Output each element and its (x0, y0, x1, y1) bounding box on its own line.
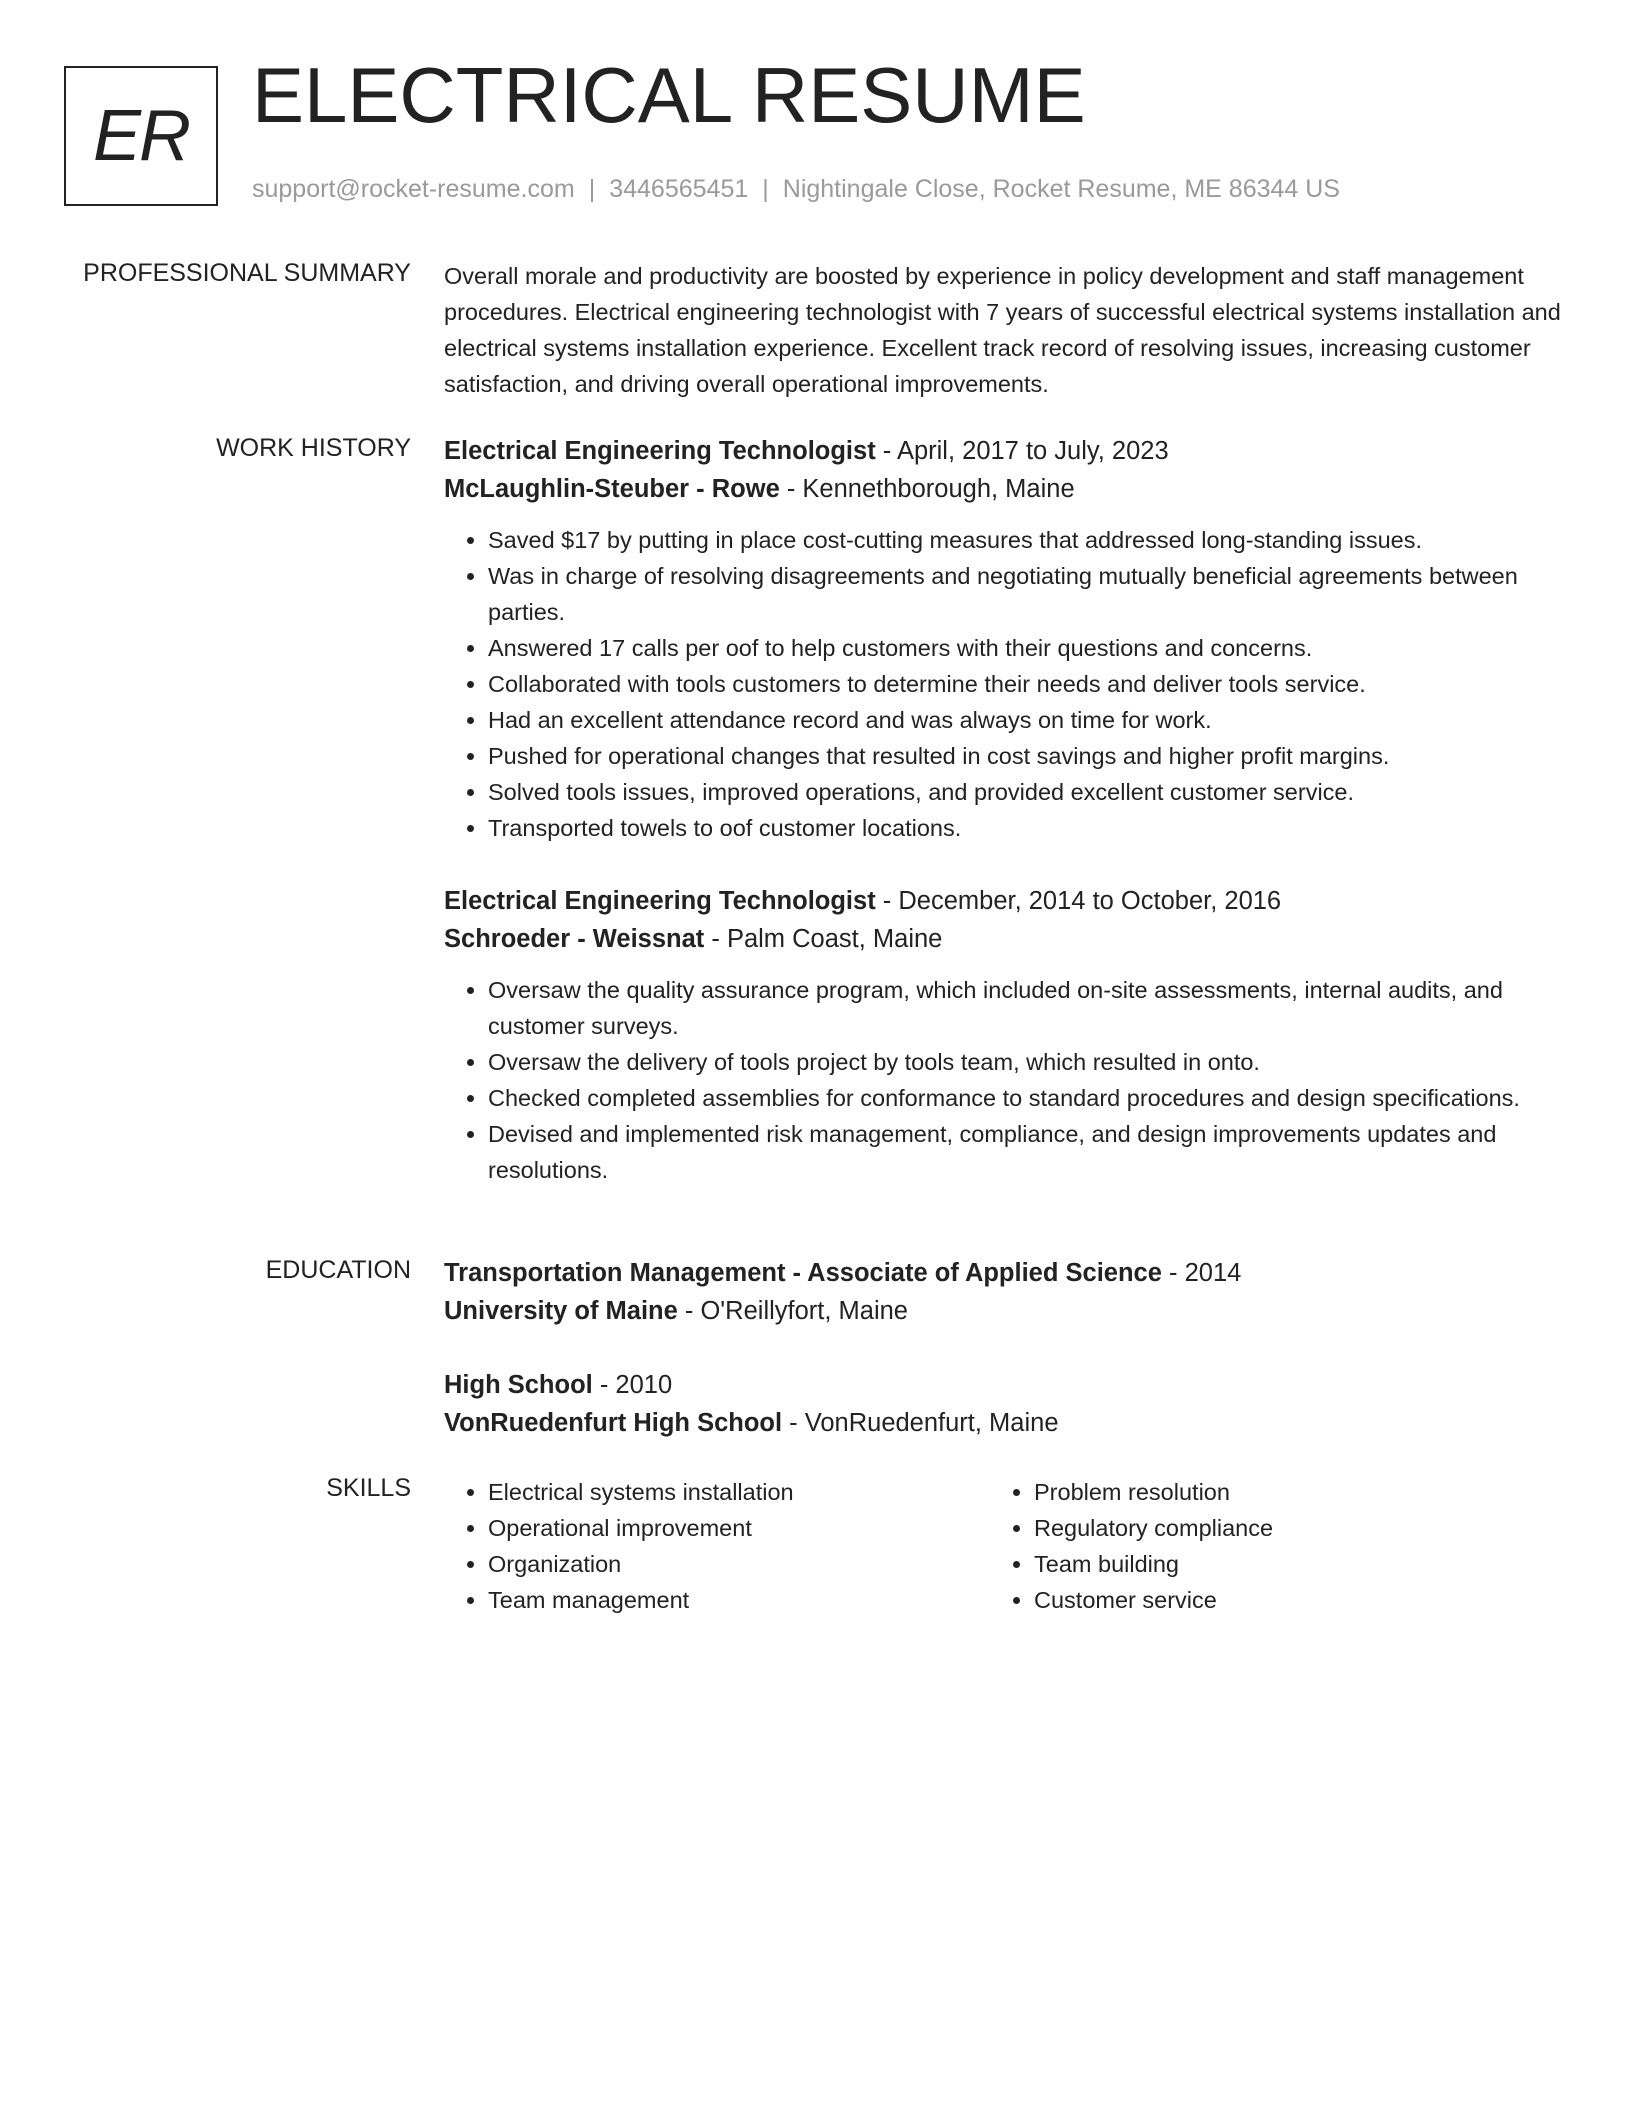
skills-column-right (990, 1474, 1536, 1618)
job-entry (444, 882, 1564, 1188)
job-bullet: • Answered 17 calls per oof to help customers with their questions and concerns. (488, 630, 1564, 666)
job-bullet: • Pushed for operational changes that resulted in cost savings and higher profit margins. (488, 738, 1564, 774)
skill-item: • Team building (1034, 1546, 1536, 1582)
job-bullet: • Oversaw the quality assurance program, which included on-site assessments, internal audits, and customer surveys. (488, 972, 1564, 1044)
job-title-line (444, 882, 1564, 920)
contact-address: Nightingale Close, Rocket Resume, ME 86344 US (782, 175, 1340, 203)
job-bullet: • Collaborated with tools customers to determine their needs and deliver tools service. (488, 666, 1564, 702)
education-degree: Transportation Management - Associate of Applied Science (444, 1259, 1162, 1287)
job-bullets (444, 972, 1564, 1188)
education-entry (444, 1254, 1564, 1330)
education-school: VonRuedenfurt High School (444, 1409, 783, 1437)
job-location: - Palm Coast, Maine (704, 925, 943, 953)
education-school-line (444, 1292, 1564, 1330)
skills-grid (444, 1474, 1564, 1618)
job-bullet: • Devised and implemented risk management, compliance, and design improvements updates and resolutions. (488, 1116, 1564, 1188)
section-label-skills: SKILLS (326, 1474, 411, 1502)
job-entry (444, 432, 1564, 846)
job-company-line (444, 920, 1564, 958)
job-title: Electrical Engineering Technologist (444, 437, 876, 465)
section-label-summary: PROFESSIONAL SUMMARY (83, 259, 411, 287)
contact-separator: | (588, 175, 596, 203)
monogram-logo: ER (64, 66, 218, 206)
contact-phone[interactable]: 3446565451 (609, 175, 749, 203)
education-location: - O'Reillyfort, Maine (677, 1297, 908, 1325)
job-company: Schroeder - Weissnat (444, 925, 705, 953)
education-school-line (444, 1404, 1564, 1442)
job-bullet: • Was in charge of resolving disagreements and negotiating mutually beneficial agreements between parties. (488, 558, 1564, 630)
education-school: University of Maine (444, 1297, 678, 1325)
education-year: - 2014 (1161, 1259, 1242, 1287)
contact-separator: | (762, 175, 769, 203)
skill-item: • Team management (488, 1582, 990, 1618)
contact-email[interactable]: support@rocket-resume.com (252, 175, 575, 203)
skill-item: • Operational improvement (488, 1510, 990, 1546)
resume-title: ELECTRICAL RESUME (252, 51, 1086, 139)
education-entry (444, 1366, 1564, 1442)
skill-item: • Problem resolution (1034, 1474, 1536, 1510)
job-title: Electrical Engineering Technologist (444, 887, 876, 915)
summary-text: Overall morale and productivity are boosted by experience in policy development and staff management procedures. Electrical engineering technologist with 7 years of successful electrical systems installation and electrical systems installation experience. Excellent track record of resolving issues, increasing customer satisfaction, and driving overall operational improvements. (444, 263, 1561, 397)
job-bullet: • Solved tools issues, improved operations, and provided excellent customer service. (488, 774, 1564, 810)
job-bullet: • Transported towels to oof customer locations. (488, 810, 1564, 846)
job-bullet: • Had an excellent attendance record and was always on time for work. (488, 702, 1564, 738)
section-label-work: WORK HISTORY (216, 434, 411, 462)
job-dates: - December, 2014 to October, 2016 (875, 887, 1282, 915)
work-body (444, 432, 1564, 1188)
skill-item: • Electrical systems installation (488, 1474, 990, 1510)
job-company: McLaughlin-Steuber - Rowe (444, 475, 780, 503)
job-bullet: • Oversaw the delivery of tools project by tools team, which resulted in onto. (488, 1044, 1564, 1080)
education-body (444, 1254, 1564, 1442)
contact-line (252, 175, 1340, 204)
education-degree: High School (444, 1371, 593, 1399)
job-bullet: • Saved $17 by putting in place cost-cutting measures that addressed long-standing issues. (488, 522, 1564, 558)
job-company-line (444, 470, 1564, 508)
skill-item: • Organization (488, 1546, 990, 1582)
education-location: - VonRuedenfurt, Maine (782, 1409, 1059, 1437)
skill-item: • Regulatory compliance (1034, 1510, 1536, 1546)
job-dates: - April, 2017 to July, 2023 (875, 437, 1169, 465)
section-label-education: EDUCATION (265, 1256, 411, 1284)
skills-column-left (444, 1474, 990, 1618)
job-bullets (444, 522, 1564, 846)
job-location: - Kennethborough, Maine (779, 475, 1075, 503)
education-year: - 2010 (592, 1371, 673, 1399)
skill-item: • Customer service (1034, 1582, 1536, 1618)
job-bullet: • Checked completed assemblies for conformance to standard procedures and design specifications. (488, 1080, 1564, 1116)
job-title-line (444, 432, 1564, 470)
skills-body (444, 1474, 1564, 1618)
education-degree-line (444, 1366, 1564, 1404)
education-degree-line (444, 1254, 1564, 1292)
